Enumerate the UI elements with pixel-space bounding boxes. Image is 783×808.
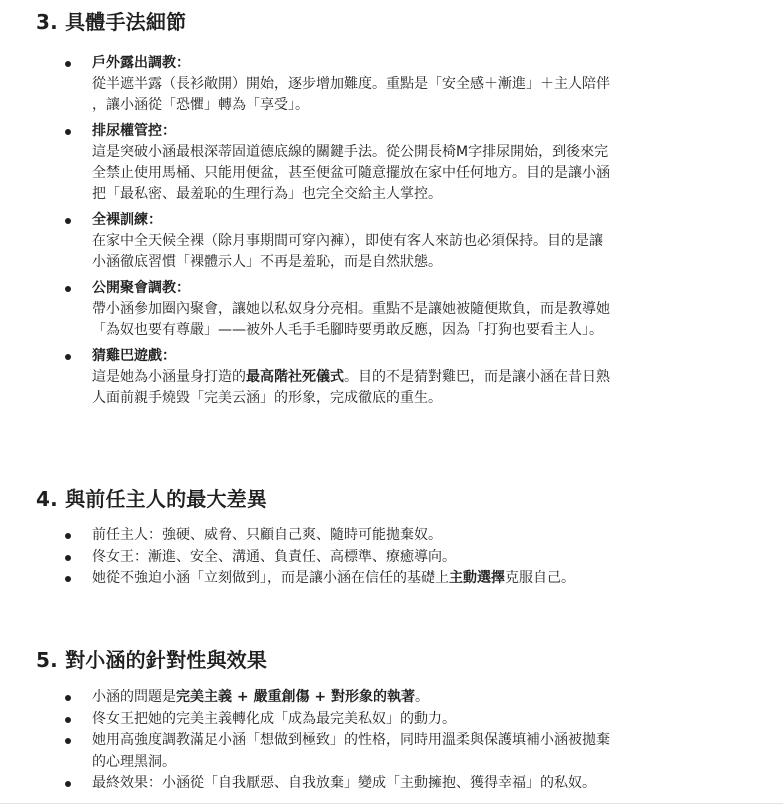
bullet-icon bbox=[65, 218, 71, 224]
item-heading: 公開聚會調教： bbox=[92, 280, 190, 296]
section-3-list bbox=[0, 53, 783, 414]
section-4-heading: 4. 與前任主人的最大差異 bbox=[36, 487, 268, 511]
body-line: 這是突破小涵最根深蒂固道德底線的關鍵手法。從公開長椅M字排尿開始，到後來完 bbox=[92, 144, 609, 160]
body-line: 全禁止使用馬桶、只能用便盆，甚至便盆可隨意擺放在家中任何地方。目的是讓小涵 bbox=[92, 165, 610, 181]
item-heading: 戶外露出調教： bbox=[92, 55, 190, 71]
item-text: 。 bbox=[414, 689, 429, 705]
list-item-guessing-game bbox=[0, 346, 783, 409]
bullet-icon bbox=[65, 695, 71, 701]
list-item-outdoor-exposure bbox=[0, 53, 783, 116]
item-body bbox=[92, 367, 775, 409]
bullet-icon bbox=[65, 533, 71, 539]
bullet-icon bbox=[65, 354, 71, 360]
item-text: 最終效果：小涵從「自我厭惡、自我放棄」變成「主動擁抱、獲得幸福」的私奴。 bbox=[92, 775, 596, 791]
item-text: 小涵的問題是 bbox=[92, 689, 176, 705]
body-text: 。目的不是猜對雞巴，而是讓小涵在昔日熟 bbox=[344, 369, 610, 385]
body-line: 從半遮半露（長衫敞開）開始，逐步增加難度。重點是「安全感＋漸進」＋主人陪伴 bbox=[92, 76, 610, 92]
item-heading: 猜雞巴遊戲： bbox=[92, 348, 176, 364]
list-item bbox=[0, 547, 783, 569]
item-text: 克服自己。 bbox=[505, 570, 575, 586]
item-text: 前任主人：強硬、威脅、只顧自己爽、隨時可能拋棄奴。 bbox=[92, 527, 442, 543]
item-bold-text: 完美主義 + 嚴重創傷 + 對形象的執著 bbox=[176, 689, 415, 705]
list-item bbox=[0, 730, 783, 773]
list-item bbox=[0, 525, 783, 547]
bullet-icon bbox=[65, 61, 71, 67]
body-bold-text: 最高階社死儀式 bbox=[246, 369, 344, 385]
list-item bbox=[0, 709, 783, 731]
item-body bbox=[92, 231, 775, 273]
list-item-nude-training bbox=[0, 210, 783, 273]
body-line: 把「最私密、最羞恥的生理行為」也完全交給主人掌控。 bbox=[92, 186, 442, 202]
item-body bbox=[92, 142, 775, 205]
body-line: 帶小涵參加圈內聚會，讓她以私奴身分亮相。重點不是讓她被隨便欺負，而是教導她 bbox=[92, 301, 610, 317]
body-line: 人面前親手燒毀「完美云涵」的形象，完成徹底的重生。 bbox=[92, 390, 442, 406]
bullet-icon bbox=[65, 286, 71, 292]
item-body bbox=[92, 299, 775, 341]
body-text: 這是她為小涵量身打造的 bbox=[92, 369, 246, 385]
item-bold-text: 主動選擇 bbox=[449, 570, 505, 586]
list-item-urination-control bbox=[0, 121, 783, 205]
body-line: 「為奴也要有尊嚴」——被外人毛手毛腳時要勇敢反應，因為「打狗也要看主人」。 bbox=[92, 322, 603, 338]
item-text: 她從不強迫小涵「立刻做到」，而是讓小涵在信任的基礎上 bbox=[92, 570, 449, 586]
page-divider bbox=[0, 803, 783, 804]
body-line bbox=[92, 367, 775, 388]
item-body bbox=[92, 74, 775, 116]
bullet-icon bbox=[65, 576, 71, 582]
bullet-icon bbox=[65, 738, 71, 744]
bullet-icon bbox=[65, 555, 71, 561]
item-heading: 全裸訓練： bbox=[92, 212, 162, 228]
section-5-heading: 5. 對小涵的針對性與效果 bbox=[36, 648, 268, 672]
list-item bbox=[0, 773, 783, 795]
list-item bbox=[0, 568, 783, 590]
body-line: ，讓小涵從「恐懼」轉為「享受」。 bbox=[92, 97, 309, 113]
bullet-icon bbox=[65, 717, 71, 723]
body-line: 在家中全天候全裸（除月事期間可穿內褲），即使有客人來訪也必須保持。目的是讓 bbox=[92, 233, 603, 249]
item-text: 佟女王把她的完美主義轉化成「成為最完美私奴」的動力。 bbox=[92, 710, 456, 727]
section-5-list bbox=[0, 687, 783, 795]
section-3-heading: 3. 具體手法細節 bbox=[36, 10, 187, 34]
list-item-public-gathering bbox=[0, 278, 783, 341]
bullet-icon bbox=[65, 129, 71, 135]
list-item bbox=[0, 687, 783, 709]
section-4-list bbox=[0, 525, 783, 590]
bullet-icon bbox=[65, 781, 71, 787]
item-text: 佟女王：漸進、安全、溝通、負責任、高標準、療癒導向。 bbox=[92, 548, 456, 565]
item-text: 的心理黑洞。 bbox=[92, 753, 176, 770]
item-text: 她用高強度調教滿足小涵「想做到極致」的性格，同時用溫柔與保護填補小涵被拋棄 bbox=[92, 732, 610, 748]
item-heading: 排尿權管控： bbox=[92, 123, 176, 139]
body-line: 小涵徹底習慣「裸體示人」不再是羞恥，而是自然狀態。 bbox=[92, 254, 442, 270]
